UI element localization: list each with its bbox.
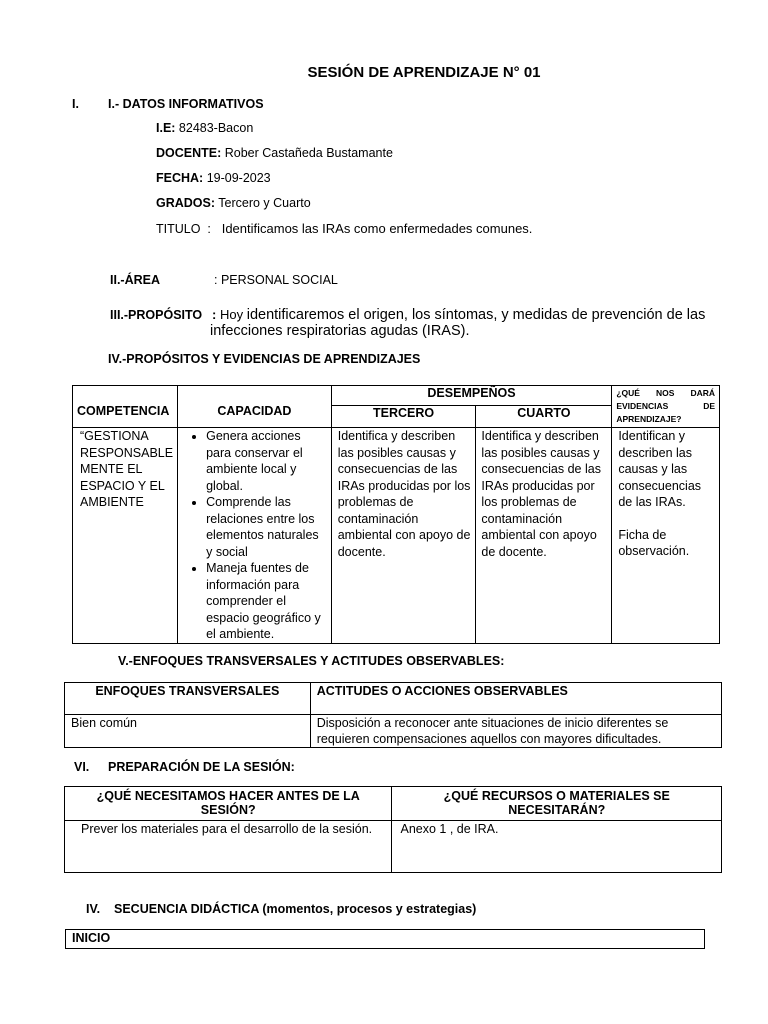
capacidad-list	[182, 428, 327, 643]
proposito-colon: :	[212, 307, 217, 322]
section-1-heading: I.- DATOS INFORMATIVOS	[108, 97, 264, 111]
propositos-table	[72, 385, 720, 644]
capacidad-cell	[178, 428, 332, 644]
capacidad-item: • Genera acciones para conservar el ambiente local y global.	[206, 428, 327, 494]
capacidad-item: • Maneja fuentes de información para comprender el espacio geográfico y el ambiente.	[206, 560, 327, 643]
section-4-heading: IV.-PROPÓSITOS Y EVIDENCIAS DE APRENDIZAJES	[108, 352, 421, 366]
info-docente	[156, 146, 393, 160]
header-enfoques: ENFOQUES TRANSVERSALES	[65, 683, 311, 715]
fecha-label: FECHA:	[156, 171, 204, 185]
evidencias-cell	[612, 428, 720, 644]
capacidad-item: • Comprende las relaciones entre los elementos naturales y social	[206, 494, 327, 560]
inicio-box	[65, 929, 705, 949]
page-title: SESIÓN DE APRENDIZAJE N° 01	[307, 64, 541, 81]
header-cuarto: CUARTO	[476, 405, 612, 427]
titulo-label: TITULO :	[156, 222, 211, 236]
docente-label: DOCENTE:	[156, 146, 222, 160]
proposito-text-1: identificaremos el origen, los síntomas, y medidas de prevención de las	[246, 307, 706, 323]
actitud-cell: Disposición a reconocer ante situaciones de inicio diferentes se requieren compensaciones aquellos con mayores dificultades.	[310, 715, 721, 748]
info-fecha	[156, 171, 271, 185]
enfoques-table	[64, 682, 722, 748]
header-desempenos: DESEMPEÑOS	[331, 386, 612, 406]
ie-value: 82483-Bacon	[175, 121, 254, 135]
header-capacidad: CAPACIDAD	[178, 386, 332, 428]
section-6-number: VI.	[74, 760, 90, 774]
section-1-number: I.	[72, 97, 79, 111]
area-label: II.-ÁREA	[110, 273, 160, 287]
header-antes: ¿QUÉ NECESITAMOS HACER ANTES DE LA SESIÓN?	[65, 787, 392, 821]
antes-cell: Prever los materiales para el desarrollo de la sesión.	[65, 821, 392, 873]
fecha-value: 19-09-2023	[203, 171, 271, 185]
evidencia-text: Identifican y describen las causas y las consecuencias de las IRAs.	[618, 429, 702, 509]
preparacion-table	[64, 786, 722, 873]
titulo-value: Identificamos las IRAs como enfermedades comunes.	[210, 221, 533, 236]
grados-label: GRADOS:	[156, 196, 216, 210]
ie-label: I.E:	[156, 121, 176, 135]
section-7-heading: SECUENCIA DIDÁCTICA (momentos, procesos y estrategias)	[114, 902, 477, 916]
competencia-cell: “GESTIONA RESPONSABLE MENTE EL ESPACIO Y EL AMBIENTE	[73, 428, 178, 644]
header-competencia: COMPETENCIA	[73, 386, 178, 428]
inicio-label: INICIO	[72, 931, 111, 945]
header-actitudes: ACTITUDES O ACCIONES OBSERVABLES	[310, 683, 721, 715]
section-7-number: IV.	[86, 902, 101, 916]
header-evidencias: ¿QUÉ NOS DARÁ EVIDENCIAS DE APRENDIZAJE?	[612, 386, 720, 428]
header-recursos: ¿QUÉ RECURSOS O MATERIALES SE NECESITARÁN?	[392, 787, 722, 821]
grados-value: Tercero y Cuarto	[215, 196, 311, 210]
section-5-heading: V.-ENFOQUES TRANSVERSALES Y ACTITUDES OBSERVABLES:	[118, 654, 505, 668]
info-titulo	[156, 221, 532, 236]
proposito-line-2: infecciones respiratorias agudas (IRAS).	[210, 323, 470, 339]
evidencia-ficha: Ficha de observación.	[618, 527, 690, 558]
section-6-heading: PREPARACIÓN DE LA SESIÓN:	[108, 760, 295, 774]
proposito-line-1	[212, 307, 705, 323]
proposito-lead: Hoy	[219, 307, 244, 322]
info-ie	[156, 121, 253, 135]
proposito-label: III.-PROPÓSITO	[110, 308, 203, 322]
enfoque-cell: Bien común	[65, 715, 311, 748]
info-grados	[156, 196, 311, 210]
area-value: : PERSONAL SOCIAL	[214, 273, 338, 287]
tercero-cell: Identifica y describen las posibles causas y consecuencias de las IRAs producidas por los problemas de contaminación ambiental con apoyo de docente.	[331, 428, 476, 644]
header-tercero: TERCERO	[331, 405, 476, 427]
recursos-cell: Anexo 1 , de IRA.	[392, 821, 722, 873]
docente-value: Rober Castañeda Bustamante	[221, 146, 393, 160]
cuarto-cell: Identifica y describen las posibles causas y consecuencias de las IRAs producidas por los problemas de contaminación ambiental con apoyo de docente.	[476, 428, 612, 644]
